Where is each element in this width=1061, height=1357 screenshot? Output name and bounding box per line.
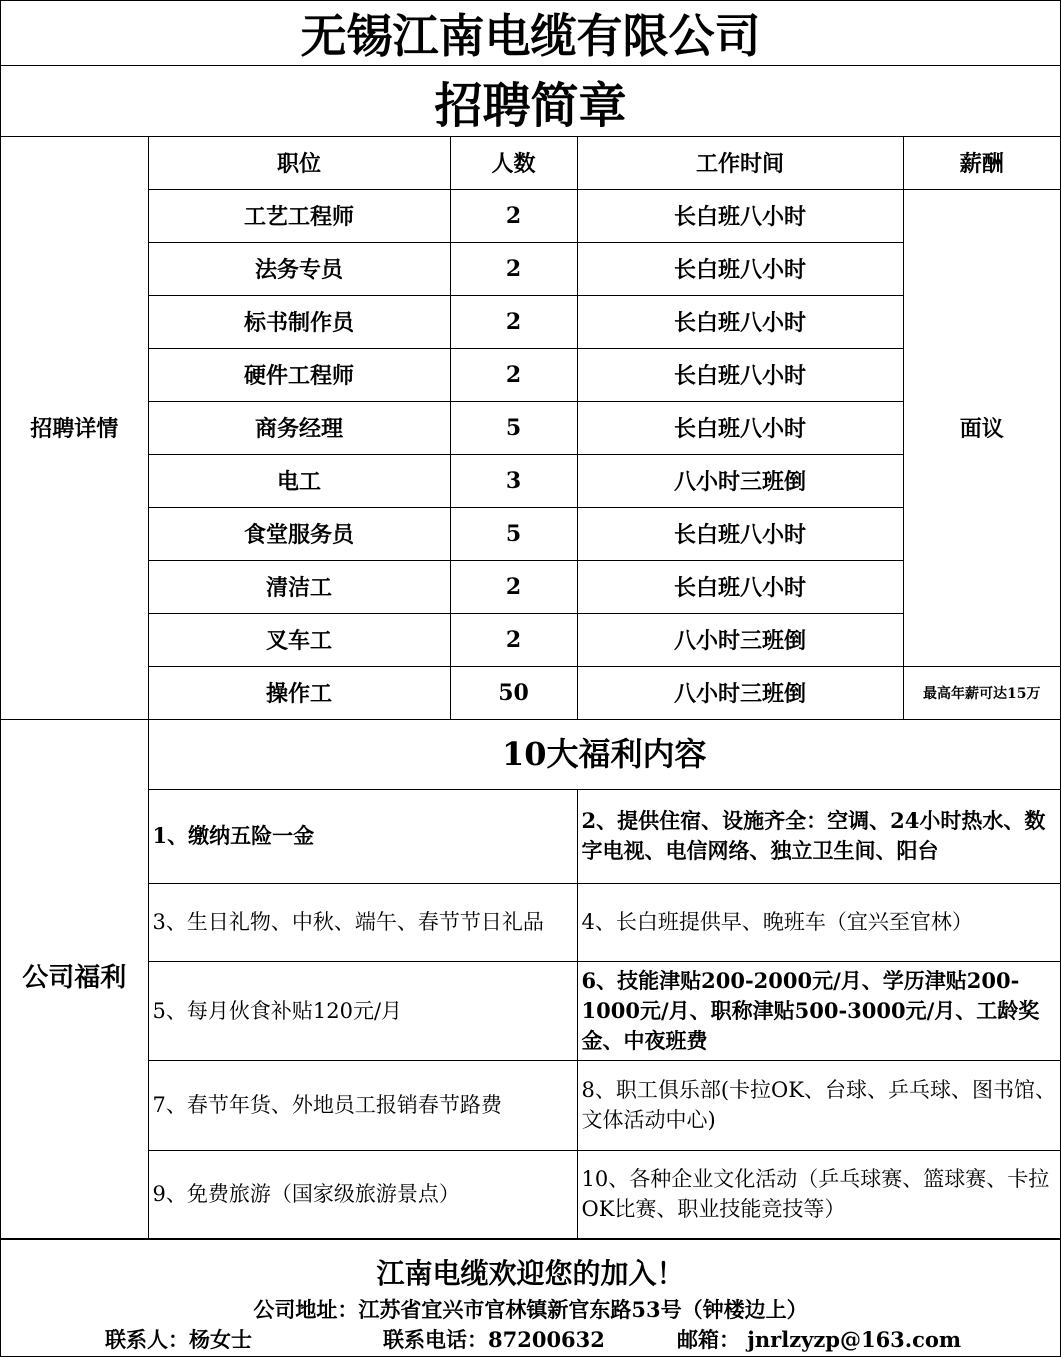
job-count: 5 [450,401,577,454]
header-count: 人数 [450,137,577,189]
benefit-item: 8、职工俱乐部(卡拉OK、台球、乒乓球、图书馆、文体活动中心) [577,1060,1060,1150]
table-row [1,666,1060,719]
benefit-item: 7、春节年货、外地员工报销春节路费 [148,1060,577,1150]
job-count: 2 [450,348,577,401]
contact-phone: 联系电话：87200632 [383,1327,605,1352]
job-position: 商务经理 [148,401,450,454]
contact-person: 联系人：杨女士 [105,1327,252,1352]
job-hours: 八小时三班倒 [577,666,903,719]
benefit-item: 1、缴纳五险一金 [148,789,577,883]
header-hours: 工作时间 [577,137,903,189]
contact-email[interactable]: 邮箱： jnrlzyzp@163.com [677,1327,962,1352]
job-hours: 八小时三班倒 [577,613,903,666]
table-header-row [1,137,1060,189]
table-row [1,242,1060,295]
table-row [1,454,1060,507]
table-row [1,507,1060,560]
benefit-item: 10、各种企业文化活动（乒乓球赛、篮球赛、卡拉OK比赛、职业技能竞技等） [577,1150,1060,1238]
recruitment-table [1,137,1060,720]
benefit-item: 5、每月伙食补贴120元/月 [148,961,577,1060]
job-count: 2 [450,189,577,242]
footer [1,1239,1060,1357]
job-position: 法务专员 [148,242,450,295]
job-hours: 长白班八小时 [577,348,903,401]
job-count: 2 [450,295,577,348]
job-hours: 长白班八小时 [577,560,903,613]
job-count: 5 [450,507,577,560]
benefits-table [1,719,1060,1239]
job-hours: 长白班八小时 [577,242,903,295]
job-hours: 长白班八小时 [577,189,903,242]
job-position: 电工 [148,454,450,507]
job-position: 叉车工 [148,613,450,666]
salary-negotiable: 面议 [903,189,1060,666]
benefit-item: 3、生日礼物、中秋、端午、春节节日礼品 [148,883,577,961]
job-hours: 长白班八小时 [577,401,903,454]
job-position: 清洁工 [148,560,450,613]
company-name: 无锡江南电缆有限公司 [1,1,1060,66]
benefits-heading: 10大福利内容 [148,719,1060,789]
welcome-message: 江南电缆欢迎您的加入！ [376,1257,685,1290]
job-count: 3 [450,454,577,507]
job-position: 工艺工程师 [148,189,450,242]
benefit-item: 4、长白班提供早、晚班车（宜兴至官林） [577,883,1060,961]
table-row [1,560,1060,613]
table-row [1,189,1060,242]
job-position: 食堂服务员 [148,507,450,560]
document-title: 招聘简章 [1,66,1060,137]
job-count: 2 [450,560,577,613]
header-salary: 薪酬 [903,137,1060,189]
recruitment-section-label: 招聘详情 [1,137,148,719]
benefits-section-label: 公司福利 [1,719,148,1238]
header-position: 职位 [148,137,450,189]
job-count: 2 [450,613,577,666]
job-position: 操作工 [148,666,450,719]
table-row [1,613,1060,666]
benefit-item: 2、提供住宿、设施齐全：空调、24小时热水、数字电视、电信网络、独立卫生间、阳台 [577,789,1060,883]
benefit-item: 9、免费旅游（国家级旅游景点） [148,1150,577,1238]
job-position: 硬件工程师 [148,348,450,401]
job-hours: 长白班八小时 [577,507,903,560]
salary-note: 最高年薪可达15万 [903,666,1060,719]
table-row [1,348,1060,401]
table-row [1,295,1060,348]
job-hours: 八小时三班倒 [577,454,903,507]
job-hours: 长白班八小时 [577,295,903,348]
job-position: 标书制作员 [148,295,450,348]
table-row [1,401,1060,454]
company-address: 公司地址：江苏省宜兴市官林镇新官东路53号（钟楼边上） [253,1297,808,1322]
job-count: 50 [450,666,577,719]
job-count: 2 [450,242,577,295]
benefit-item: 6、技能津贴200-2000元/月、学历津贴200-1000元/月、职称津贴500-3000元/月、工龄奖金、中夜班费 [577,961,1060,1060]
